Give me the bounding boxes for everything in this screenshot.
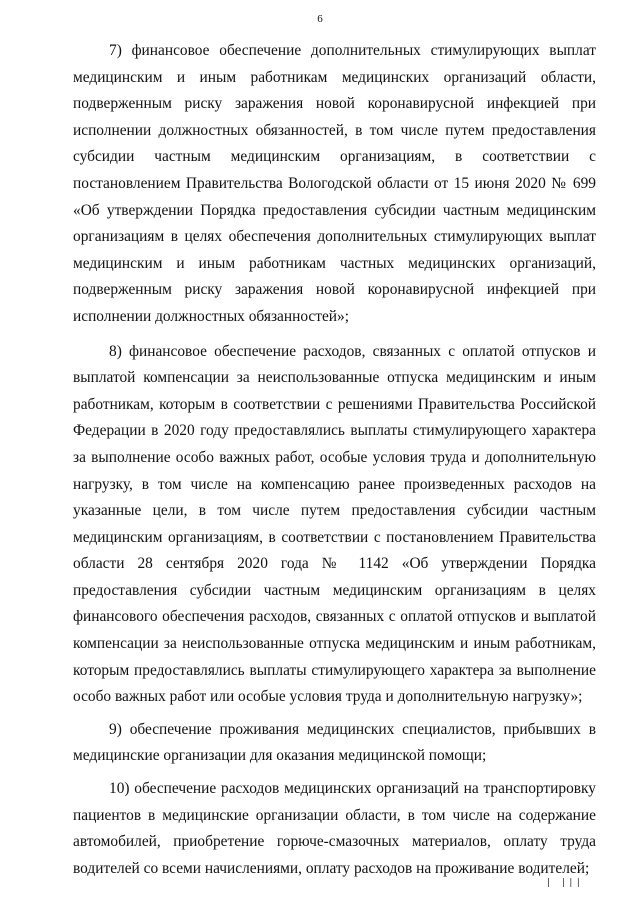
document-body <box>73 38 596 888</box>
paragraph-item-7: 7) финансовое обеспечение дополнительных стимулирующих выплат медицинским и иным работникам медицинских организаций области, подверженным риску заражения новой коронавирусной инфекцией при исполнении должностных обязанностей, в том числе путем предоставления субсидии частным медицинским организациям, в соответствии с постановлением Правительства Вологодской области от 15 июня 2020 № 699 «Об утверждении Порядка предоставления субсидии частным медицинским организациям в целях обеспечения дополнительных стимулирующих выплат медицинским и иным работникам частных медицинских организаций, подверженным риску заражения новой коронавирусной инфекцией при исполнении должностных обязанностей»; <box>73 42 596 325</box>
page-number: 6 <box>317 13 323 25</box>
barcode-mark: | ||| <box>545 878 583 888</box>
paragraph-item-9: 9) обеспечение проживания медицинских специалистов, прибывших в медицинские организации для оказания медицинской помощи; <box>73 720 596 765</box>
paragraph-item-10: 10) обеспечение расходов медицинских организаций на транспортировку пациентов в медицинские организации области, в том числе на содержание автомобилей, приобретение горюче-смазочных материалов, оплату труда водителей со всеми начислениями, оплату расходов на проживание водителей; <box>73 780 596 877</box>
paragraph-item-8: 8) финансовое обеспечение расходов, связанных с оплатой отпусков и выплатой компенсации за неиспользованные отпуска медицинским и иным работникам, которым в соответствии с решениями Правительства Российской Федерации в 2020 году предоставлялись выплаты стимулирующего характера за выполнение особо важных работ, особые условия труда и дополнительную нагрузку, в том числе на компенсацию ранее произведенных расходов на указанные цели, в том числе путем предоставления субсидии частным медицинским организациям, в соответствии с постановлением Правительства области 28 сентября 2020 года № 1142 «Об утверждении Порядка предоставления субсидии частным медицинским организациям в целях финансового обеспечения расходов, связанных с оплатой отпусков и выплатой компенсации за неиспользованные отпуска медицинским и иным работникам, которым предоставлялись выплаты стимулирующего характера за выполнение особо важных работ или особые условия труда и дополнительную нагрузку»; <box>73 342 596 706</box>
